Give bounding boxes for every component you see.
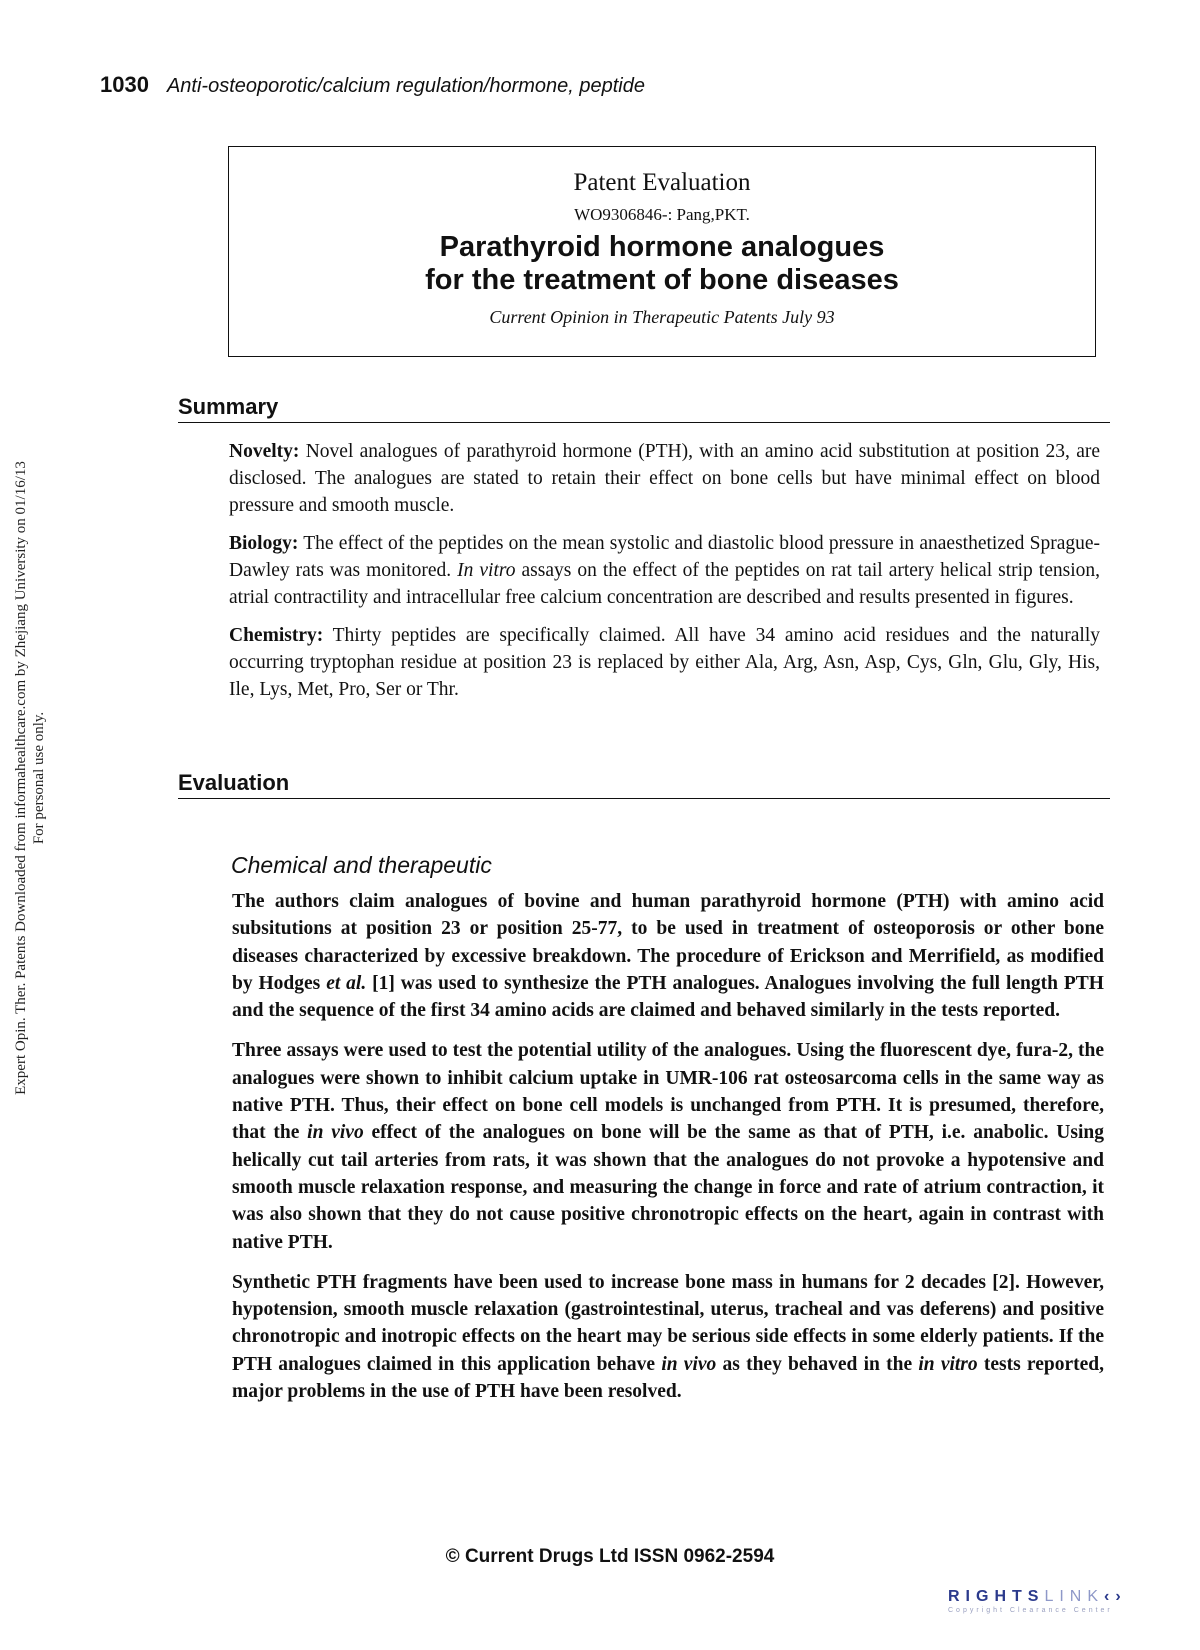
italic-text: in vivo: [661, 1353, 717, 1375]
article-title: [229, 231, 1095, 297]
evaluation-paragraph-2: [232, 1037, 1104, 1255]
evaluation-section: [232, 888, 1104, 1418]
patent-number: WO9306846-: Pang,PKT.: [574, 205, 750, 224]
running-topic: Anti-osteoporotic/calcium regulation/hormone, peptide: [166, 75, 645, 97]
biology-text-1: The effect of the peptides on the mean systolic and diastolic blood pressure in anaesthetized Sprague-Dawley rats was monitored.: [229, 533, 1100, 581]
biology-italic: In vitro: [457, 560, 516, 581]
running-header: [100, 72, 645, 98]
evaluation-heading: Evaluation: [178, 770, 1110, 799]
novelty-text: Novel analogues of parathyroid hormone (PTH), with an amino acid substitution at position 23, are disclosed. The analogues are stated to retain their effect on bone cells but have minimal effect on blood pressure and smooth muscle.: [229, 441, 1100, 516]
rightslink-tagline: Copyright Clearance Center: [948, 1607, 1113, 1614]
watermark-line-2: For personal use only.: [31, 711, 47, 845]
watermark-line-1: Expert Opin. Ther. Patents Downloaded from informahealthcare.com by Zhejiang University on 01/16/13: [13, 461, 29, 1095]
page-number: 1030: [100, 72, 149, 97]
copyright-footer: © Current Drugs Ltd ISSN 0962-2594: [445, 1546, 775, 1567]
rightslink-logo[interactable]: [948, 1588, 1188, 1628]
italic-text: et al.: [326, 972, 367, 994]
rightslink-light: LINK: [1044, 1588, 1105, 1605]
text: Synthetic PTH fragments have been used to increase bone mass in humans for 2 decades [2]. However, hypotension, smooth muscle relaxation (gastrointestinal, uterus, tracheal and vas deferens) and positive chronotropic and inotropic effects on the heart may be serious side effects in some elderly patients. If the PTH analogues claimed in this application behave: [232, 1271, 1104, 1375]
rightslink-dark: RIGHTS: [948, 1588, 1045, 1605]
rightslink-wordmark: [948, 1588, 1188, 1606]
novelty-paragraph: [229, 438, 1100, 519]
article-source: Current Opinion in Therapeutic Patents July 93: [489, 307, 835, 327]
italic-text: in vivo: [307, 1122, 364, 1144]
biology-text-2: assays on the effect of the peptides on rat tail artery helical strip tension, atrial contractility and intracellular free calcium concentration are described and results presented in figures.: [229, 560, 1101, 608]
evaluation-paragraph-1: [232, 888, 1104, 1024]
chemistry-paragraph: [229, 622, 1100, 703]
evaluation-paragraph-3: [232, 1269, 1104, 1405]
novelty-label: Novelty:: [229, 441, 300, 462]
article-type: Patent Evaluation: [573, 169, 751, 196]
text: The authors claim analogues of bovine and human parathyroid hormone (PTH) with amino acid subsitutions at position 23 or position 25-77, to be used in treatment of osteoporosis or other bone diseases characterized by excessive breakdown. The procedure of Erickson and Merrifield, as modified by Hodges: [232, 891, 1104, 994]
biology-label: Biology:: [229, 533, 299, 554]
summary-section: [229, 438, 1100, 714]
arrow-icon: ‹›: [1104, 1588, 1127, 1605]
text: [1] was used to synthesize the PTH analogues. Analogues involving the full length PTH and the sequence of the first 34 amino acids are claimed and behaved similarly in the tests reported.: [232, 972, 1104, 1022]
title-line-1: Parathyroid hormone analogues: [439, 231, 885, 263]
evaluation-subheading: Chemical and therapeutic: [231, 852, 492, 878]
title-box: [228, 146, 1096, 357]
chemistry-label: Chemistry:: [229, 625, 324, 646]
text: as they behaved in the: [716, 1353, 919, 1375]
biology-paragraph: [229, 530, 1100, 611]
text: effect of the analogues on bone will be the same as that of PTH, i.e. anabolic. Using helically cut tail arteries from rats, it was shown that the analogues do not provoke a hypotensive and smooth muscle relaxation response, and measuring the change in force and rate of atrium contraction, it was also shown that they do not cause positive chronotropic effects on the heart, again in contrast with native PTH.: [232, 1122, 1104, 1253]
italic-text: in vitro: [918, 1353, 978, 1375]
text: tests reported, major problems in the use of PTH have been resolved.: [232, 1353, 1105, 1403]
download-watermark: [12, 408, 48, 1148]
summary-heading: Summary: [178, 394, 1110, 423]
chemistry-text: Thirty peptides are specifically claimed. All have 34 amino acid residues and the naturally occurring tryptophan residue at position 23 is replaced by either Ala, Arg, Asn, Asp, Cys, Gln, Glu, Gly, His, Ile, Lys, Met, Pro, Ser or Thr.: [229, 625, 1100, 700]
text: Three assays were used to test the potential utility of the analogues. Using the fluorescent dye, fura-2, the analogues were shown to inhibit calcium uptake in UMR-106 rat osteosarcoma cells in the same way as native PTH. Thus, their effect on bone cell models is unchanged from PTH. It is presumed, therefore, that the: [232, 1040, 1104, 1144]
title-line-2: for the treatment of bone diseases: [425, 264, 899, 296]
